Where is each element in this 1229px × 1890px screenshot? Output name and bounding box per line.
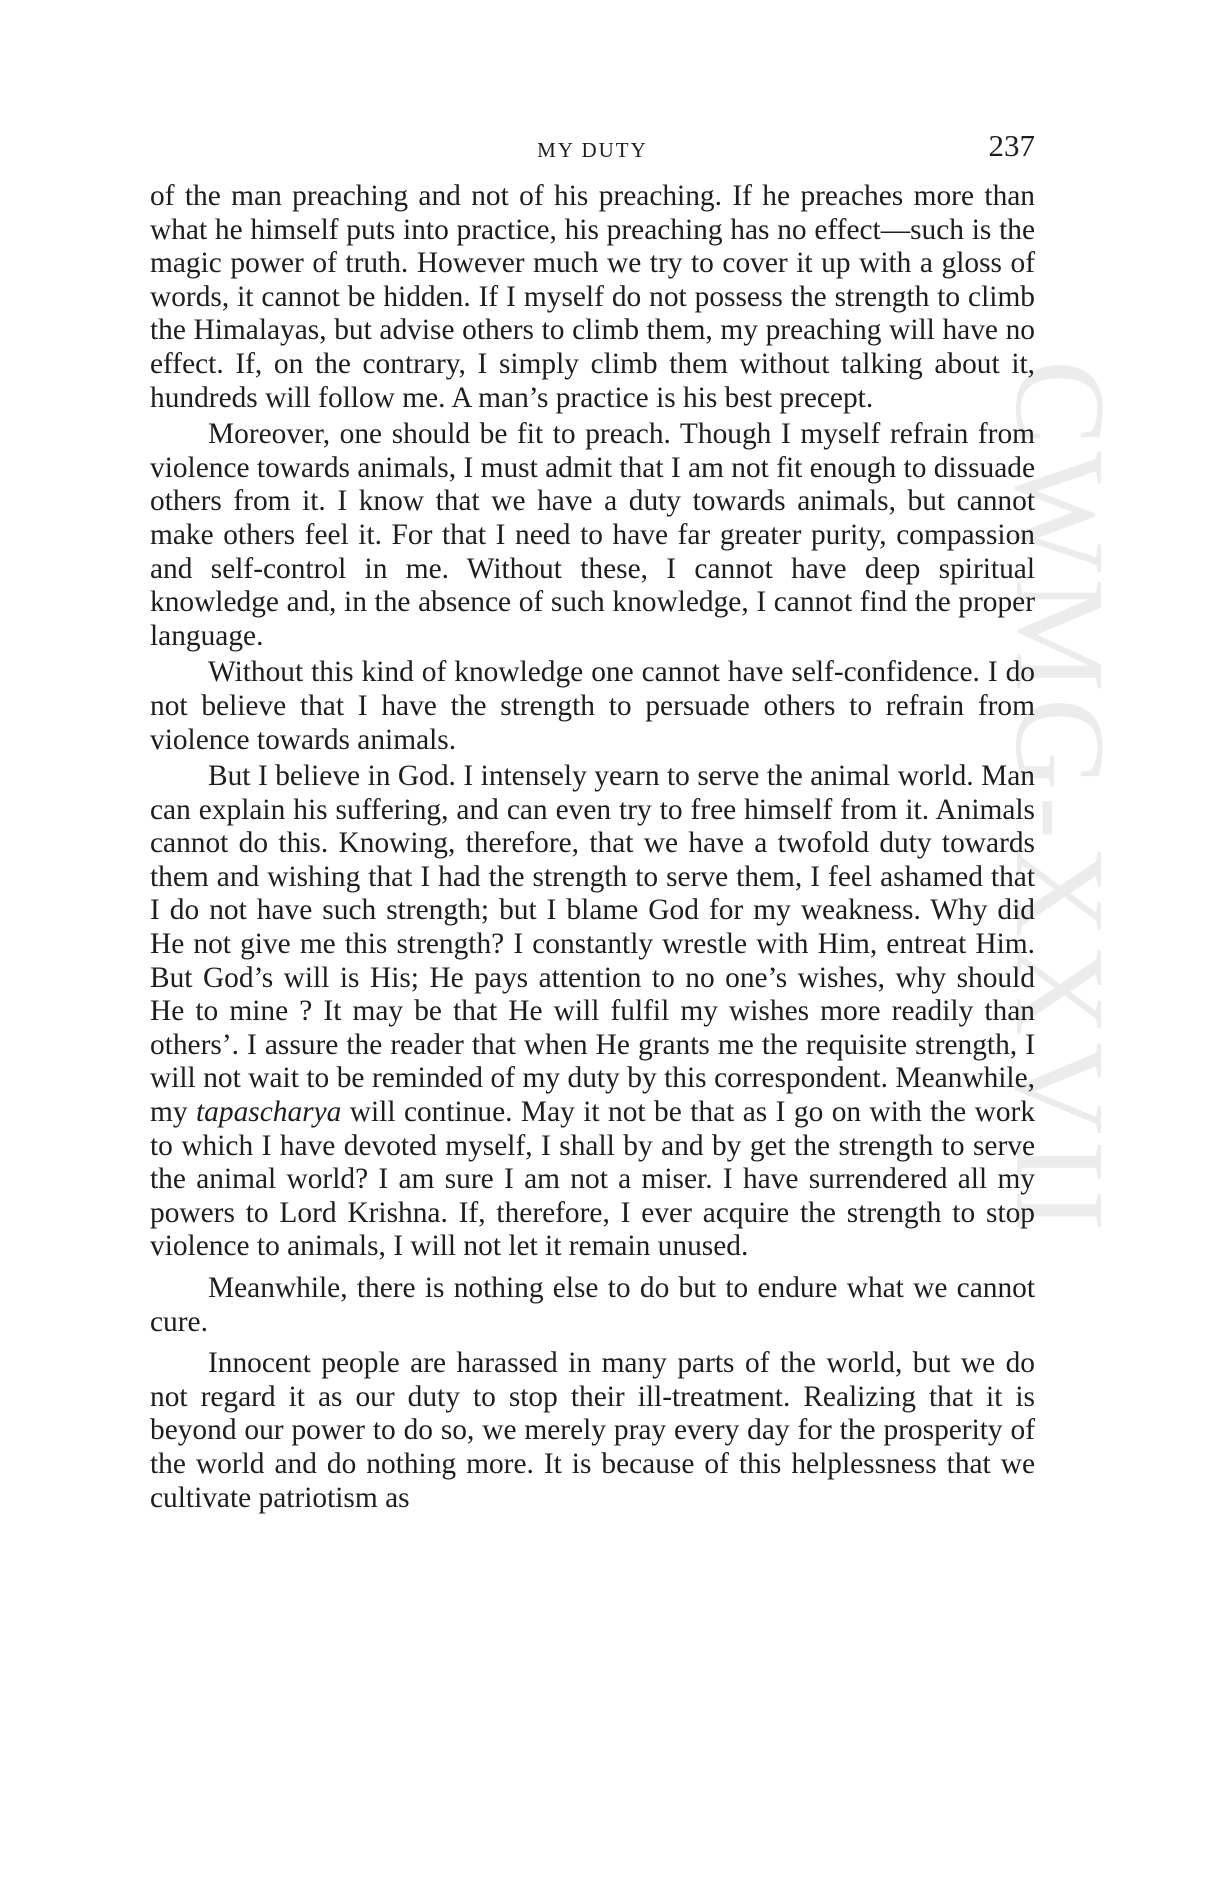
page-header <box>150 128 1035 168</box>
italic-term: tapascharya <box>196 1096 342 1129</box>
paragraph-6: Innocent people are harassed in many parts of the world, but we do not regard it as our duty to stop their ill-treatment. Realizing that it is beyond our power to do so, we merely pray every day for the prosperity of the world and do nothing more. It is because of this helplessness that we cultivate patriotism as <box>150 1347 1035 1514</box>
page-number: 237 <box>988 128 1035 163</box>
paragraph-5: Meanwhile, there is nothing else to do but to endure what we cannot cure. <box>150 1272 1035 1338</box>
paragraph-4-text-after: will continue. May it not be that as I go on with the work to which I have devoted myself, I shall by and by get the strength to serve the animal world? I am sure I am not a miser. I have surrendered all my powers to Lord Krishna. If, therefore, I ever acquire the strength to stop violence to animals, I will not let it remain unused. <box>150 1096 1036 1263</box>
paragraph-1: of the man preaching and not of his preaching. If he preaches more than what he himself puts into practice, his preaching has no effect—such is the magic power of truth. However much we try to cover it up with a gloss of words, it cannot be hidden. If I myself do not possess the strength to climb the Himalayas, but advise others to climb them, my preaching will have no effect. If, on the contrary, I simply climb them without talking about it, hundreds will follow me. A man’s practice is his best precept. <box>150 180 1035 414</box>
body-text <box>150 180 1035 1515</box>
paragraph-3: Without this kind of knowledge one cannot have self-confidence. I do not believe that I have the strength to persuade others to refrain from violence towards animals. <box>150 656 1035 756</box>
paragraph-2: Moreover, one should be fit to preach. Though I myself refrain from violence towards animals, I must admit that I am not fit enough to dissuade others from it. I know that we have a duty towards animals, but cannot make others feel it. For that I need to have far greater purity, compassion and self-control in me. Without these, I cannot have deep spiritual knowledge and, in the absence of such knowledge, I cannot find the proper language. <box>150 418 1035 652</box>
running-title: MY DUTY <box>537 138 648 162</box>
paragraph-4-text-before: But I believe in God. I intensely yearn to serve the animal world. Man can explain his suffering, and can even try to free himself from it. Animals cannot do this. Knowing, therefore, that we have a twofold duty towards them and wishing that I had the strength to serve them, I feel ashamed that I do not have such strength; but I blame God for my weakness. Why did He not give me this strength? I constantly wrestle with Him, entreat Him. But God’s will is His; He pays attention to no one’s wishes, why should He to mine ? It may be that He will fulfil my wishes more readily than others’. I assure the reader that when He grants me the requisite strength, I will not wait to be reminded of my duty by this correspondent. Meanwhile, my <box>150 760 1035 1129</box>
watermark: CWMG-XXVII <box>989 360 1131 1238</box>
paragraph-4 <box>150 760 1035 1264</box>
